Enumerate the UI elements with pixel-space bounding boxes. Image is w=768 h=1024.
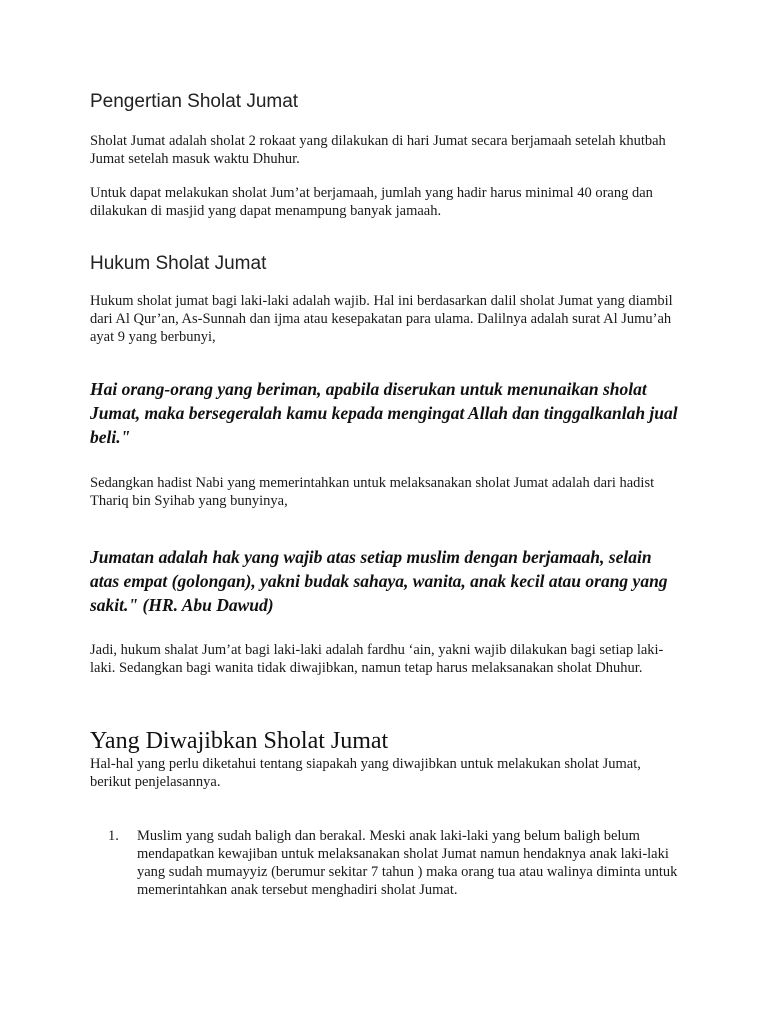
paragraph-hadist-intro: Sedangkan hadist Nabi yang memerintahkan untuk melaksanakan sholat Jumat adalah dari hadist Thariq bin Syihab yang bunyinya, (90, 475, 655, 509)
list-item (108, 827, 688, 899)
quote-hadist: Jumatan adalah hak yang wajib atas setiap muslim dengan berjamaah, selain atas empat (golongan), yakni budak sahaya, wanita, anak kecil atau orang yang sakit." (HR. Abu Dawud) (90, 547, 668, 615)
heading-pengertian: Pengertian Sholat Jumat (90, 91, 299, 112)
paragraph-hukum-conclusion: Jadi, hukum shalat Jum’at bagi laki-laki adalah fardhu ‘ain, yakni wajib dilakukan bagi setiap laki-laki. Sedangkan bagi wanita tidak diwajibkan, namun tetap harus melaksanakan sholat Dhuhur. (90, 642, 664, 676)
paragraph-pengertian-requirement: Untuk dapat melakukan sholat Jum’at berjamaah, jumlah yang hadir harus minimal 40 orang dan dilakukan di masjid yang dapat menampung banyak jamaah. (90, 185, 653, 219)
heading-diwajibkan: Yang Diwajibkan Sholat Jumat (90, 728, 389, 754)
list-item-number: 1. (108, 828, 119, 844)
heading-hukum: Hukum Sholat Jumat (90, 253, 267, 274)
paragraph-diwajibkan-intro: Hal-hal yang perlu diketahui tentang siapakah yang diwajibkan untuk melakukan sholat Jumat, berikut penjelasannya. (90, 756, 641, 790)
list-item-text: Muslim yang sudah baligh dan berakal. Meski anak laki-laki yang belum baligh belum mendapatkan kewajiban untuk melaksanakan sholat Jumat namun hendaknya anak laki-laki yang sudah mumayyiz (berumur sekitar 7 tahun ) maka orang tua atau walinya diminta untuk memerintahkan anak tersebut menghadiri sholat Jumat. (137, 828, 678, 898)
paragraph-pengertian-definition: Sholat Jumat adalah sholat 2 rokaat yang dilakukan di hari Jumat secara berjamaah setelah khutbah Jumat setelah masuk waktu Dhuhur. (90, 133, 666, 167)
ordered-list (108, 827, 688, 899)
paragraph-hukum-intro: Hukum sholat jumat bagi laki-laki adalah wajib. Hal ini berdasarkan dalil sholat Jumat yang diambil dari Al Qur’an, As-Sunnah dan ijma atau kesepakatan para ulama. Dalilnya adalah surat Al Jumu’ah ayat 9 yang berbunyi, (90, 293, 673, 345)
quote-al-jumuah: Hai orang-orang yang beriman, apabila diserukan untuk menunaikan sholat Jumat, maka bersegeralah kamu kepada mengingat Allah dan tinggalkanlah jual beli." (90, 379, 678, 447)
